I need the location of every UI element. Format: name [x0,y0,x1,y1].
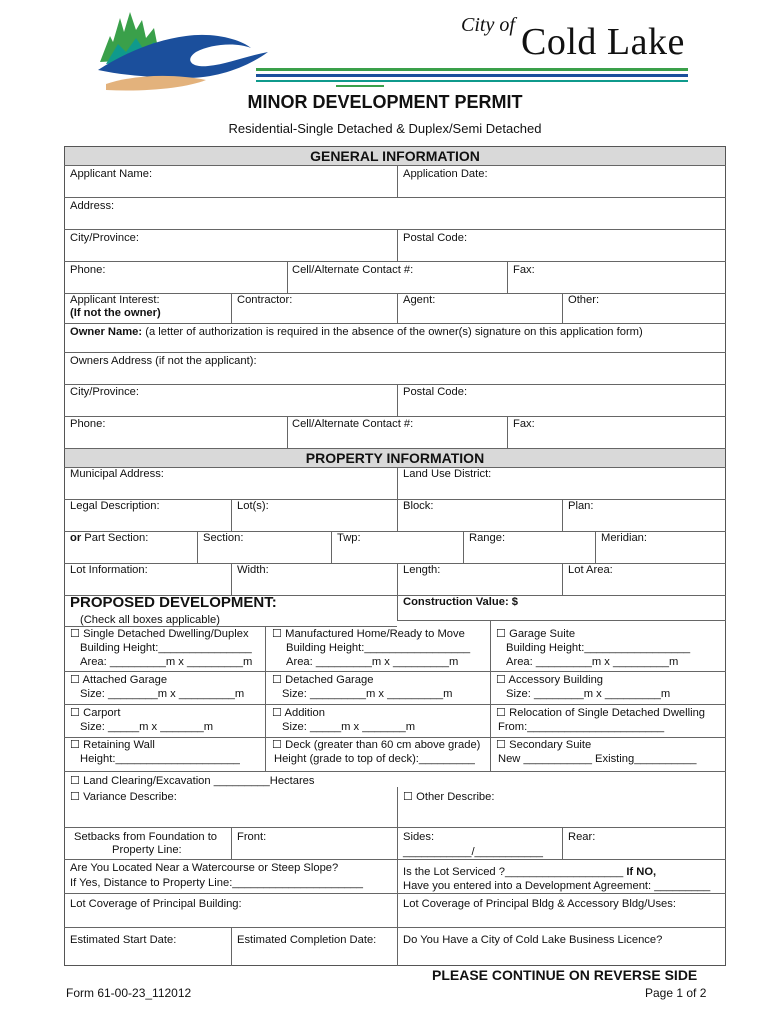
variance-checkbox[interactable]: ☐ Variance Describe: [70,791,177,803]
addition-checkbox[interactable]: ☐ Addition [272,707,325,719]
relocation-from[interactable]: From:______________________ [498,721,665,733]
setbacks-label-line1: Setbacks from Foundation to [74,831,218,843]
other-describe-checkbox[interactable]: ☐ Other Describe: [403,791,495,803]
rear-setback-field[interactable]: Rear: [568,831,596,843]
owner-name-label: Owner Name: [70,326,143,338]
plan-field[interactable]: Plan: [568,500,594,512]
owners-address-field[interactable]: Owners Address (if not the applicant): [70,355,257,367]
owner-cell-field[interactable]: Cell/Alternate Contact #: [292,418,414,430]
city-name-label: Cold Lake [521,21,685,63]
contractor-field[interactable]: Contractor: [237,294,293,306]
general-info-heading: GENERAL INFORMATION [65,147,725,165]
owner-fax-field[interactable]: Fax: [513,418,535,430]
address-field[interactable]: Address: [70,200,115,212]
carport-size[interactable]: Size: _____m x _______m [80,721,214,733]
detached-garage-size[interactable]: Size: _________m x _________m [282,688,453,700]
twp-field[interactable]: Twp: [337,532,361,544]
applicant-name-field[interactable]: Applicant Name: [70,168,153,180]
start-date-field[interactable]: Estimated Start Date: [70,934,177,946]
retaining-wall-height[interactable]: Height:____________________ [80,753,240,765]
cell-field[interactable]: Cell/Alternate Contact #: [292,264,414,276]
setbacks-label-line2: Property Line: [112,844,182,856]
construction-value-field[interactable]: Construction Value: $ [403,596,518,608]
part-section-text: Part Section: [81,532,149,544]
garage-suite-height[interactable]: Building Height:_________________ [506,642,691,654]
watercourse-distance-field[interactable]: If Yes, Distance to Property Line:_____________________ [70,877,363,889]
accessory-building-checkbox[interactable]: ☐ Accessory Building [496,674,604,686]
fax-field[interactable]: Fax: [513,264,535,276]
application-date-field[interactable]: Application Date: [403,168,488,180]
accessory-building-size[interactable]: Size: ________m x _________m [506,688,671,700]
lots-field[interactable]: Lot(s): [237,500,269,512]
section-field[interactable]: Section: [203,532,244,544]
city-of-label: City of [461,14,515,36]
front-setback-field[interactable]: Front: [237,831,267,843]
applicant-interest-label: Applicant Interest: [70,294,160,306]
retaining-wall-checkbox[interactable]: ☐ Retaining Wall [70,739,155,751]
manufactured-home-checkbox[interactable]: ☐ Manufactured Home/Ready to Move [272,628,465,640]
other-field[interactable]: Other: [568,294,600,306]
lot-coverage-principal-field[interactable]: Lot Coverage of Principal Building: [70,898,242,910]
meridian-field[interactable]: Meridian: [601,532,648,544]
page-number: Page 1 of 2 [645,986,707,1000]
or-label: or [70,532,82,544]
city-province-field[interactable]: City/Province: [70,232,140,244]
garage-suite-checkbox[interactable]: ☐ Garage Suite [496,628,576,640]
secondary-suite-status[interactable]: New ___________ Existing__________ [498,753,697,765]
manufactured-home-height[interactable]: Building Height:_________________ [286,642,471,654]
attached-garage-size[interactable]: Size: ________m x _________m [80,688,245,700]
deck-checkbox[interactable]: ☐ Deck (greater than 60 cm above grade) [272,739,481,751]
lot-information-label: Lot Information: [70,564,148,576]
owner-city-province-field[interactable]: City/Province: [70,386,140,398]
owner-name-note: (a letter of authorization is required in the absence of the owner(s) signature on this application form) [142,326,643,338]
phone-field[interactable]: Phone: [70,264,106,276]
lot-area-field[interactable]: Lot Area: [568,564,613,576]
lot-serviced-text: Is the Lot Serviced ?___________________ [403,866,624,878]
part-section-label [70,531,148,545]
range-field[interactable]: Range: [469,532,506,544]
property-info-heading: PROPERTY INFORMATION [65,449,725,467]
width-field[interactable]: Width: [237,564,269,576]
page-subtitle: Residential-Single Detached & Duplex/Semi Detached [228,121,542,136]
owner-postal-code-field[interactable]: Postal Code: [403,386,468,398]
block-field[interactable]: Block: [403,500,434,512]
form-number: Form 61-00-23_112012 [66,986,192,1000]
land-clearing-checkbox[interactable]: ☐ Land Clearing/Excavation _________Hectares [70,775,315,787]
completion-date-field[interactable]: Estimated Completion Date: [237,934,377,946]
detached-garage-checkbox[interactable]: ☐ Detached Garage [272,674,374,686]
sides-setback-field[interactable]: Sides: [403,831,435,843]
postal-code-field[interactable]: Postal Code: [403,232,468,244]
attached-garage-checkbox[interactable]: ☐ Attached Garage [70,674,168,686]
owner-phone-field[interactable]: Phone: [70,418,106,430]
continue-reverse-notice: PLEASE CONTINUE ON REVERSE SIDE [432,967,698,983]
check-all-note: (Check all boxes applicable) [80,614,220,626]
sides-setback-line[interactable]: ___________/___________ [403,846,543,858]
deck-height[interactable]: Height (grade to top of deck):_________ [274,753,475,765]
municipal-address-field[interactable]: Municipal Address: [70,468,164,480]
watercourse-question: Are You Located Near a Watercourse or Steep Slope? [70,862,339,874]
agent-field[interactable]: Agent: [403,294,436,306]
proposed-development-heading: PROPOSED DEVELOPMENT: [70,594,277,611]
carport-checkbox[interactable]: ☐ Carport [70,707,121,719]
lot-coverage-accessory-field[interactable]: Lot Coverage of Principal Bldg & Accessory Bldg/Uses: [403,898,676,910]
garage-suite-area[interactable]: Area: _________m x _________m [506,656,679,668]
length-field[interactable]: Length: [403,564,441,576]
development-agreement-field[interactable]: Have you entered into a Development Agreement: _________ [403,880,711,892]
addition-size[interactable]: Size: _____m x _______m [282,721,416,733]
business-licence-field[interactable]: Do You Have a City of Cold Lake Business Licence? [403,934,663,946]
legal-description-label: Legal Description: [70,500,160,512]
relocation-checkbox[interactable]: ☐ Relocation of Single Detached Dwelling [496,707,706,719]
secondary-suite-checkbox[interactable]: ☐ Secondary Suite [496,739,592,751]
if-not-owner-label: (If not the owner) [70,307,161,319]
land-use-district-field[interactable]: Land Use District: [403,468,492,480]
single-detached-area[interactable]: Area: _________m x _________m [80,656,253,668]
stripe-green [256,68,688,71]
stripe-blue [256,74,688,77]
stripe-light [336,85,384,87]
manufactured-home-area[interactable]: Area: _________m x _________m [286,656,459,668]
page-title: MINOR DEVELOPMENT PERMIT [247,92,523,112]
owner-name-field[interactable] [70,325,643,339]
stripe-teal [256,80,688,82]
if-no-label: If NO, [623,866,657,878]
sand-icon [106,76,206,91]
lot-serviced-field[interactable] [403,865,656,879]
single-detached-height[interactable]: Building Height:_______________ [80,642,252,654]
single-detached-checkbox[interactable]: ☐ Single Detached Dwelling/Duplex [70,628,249,640]
